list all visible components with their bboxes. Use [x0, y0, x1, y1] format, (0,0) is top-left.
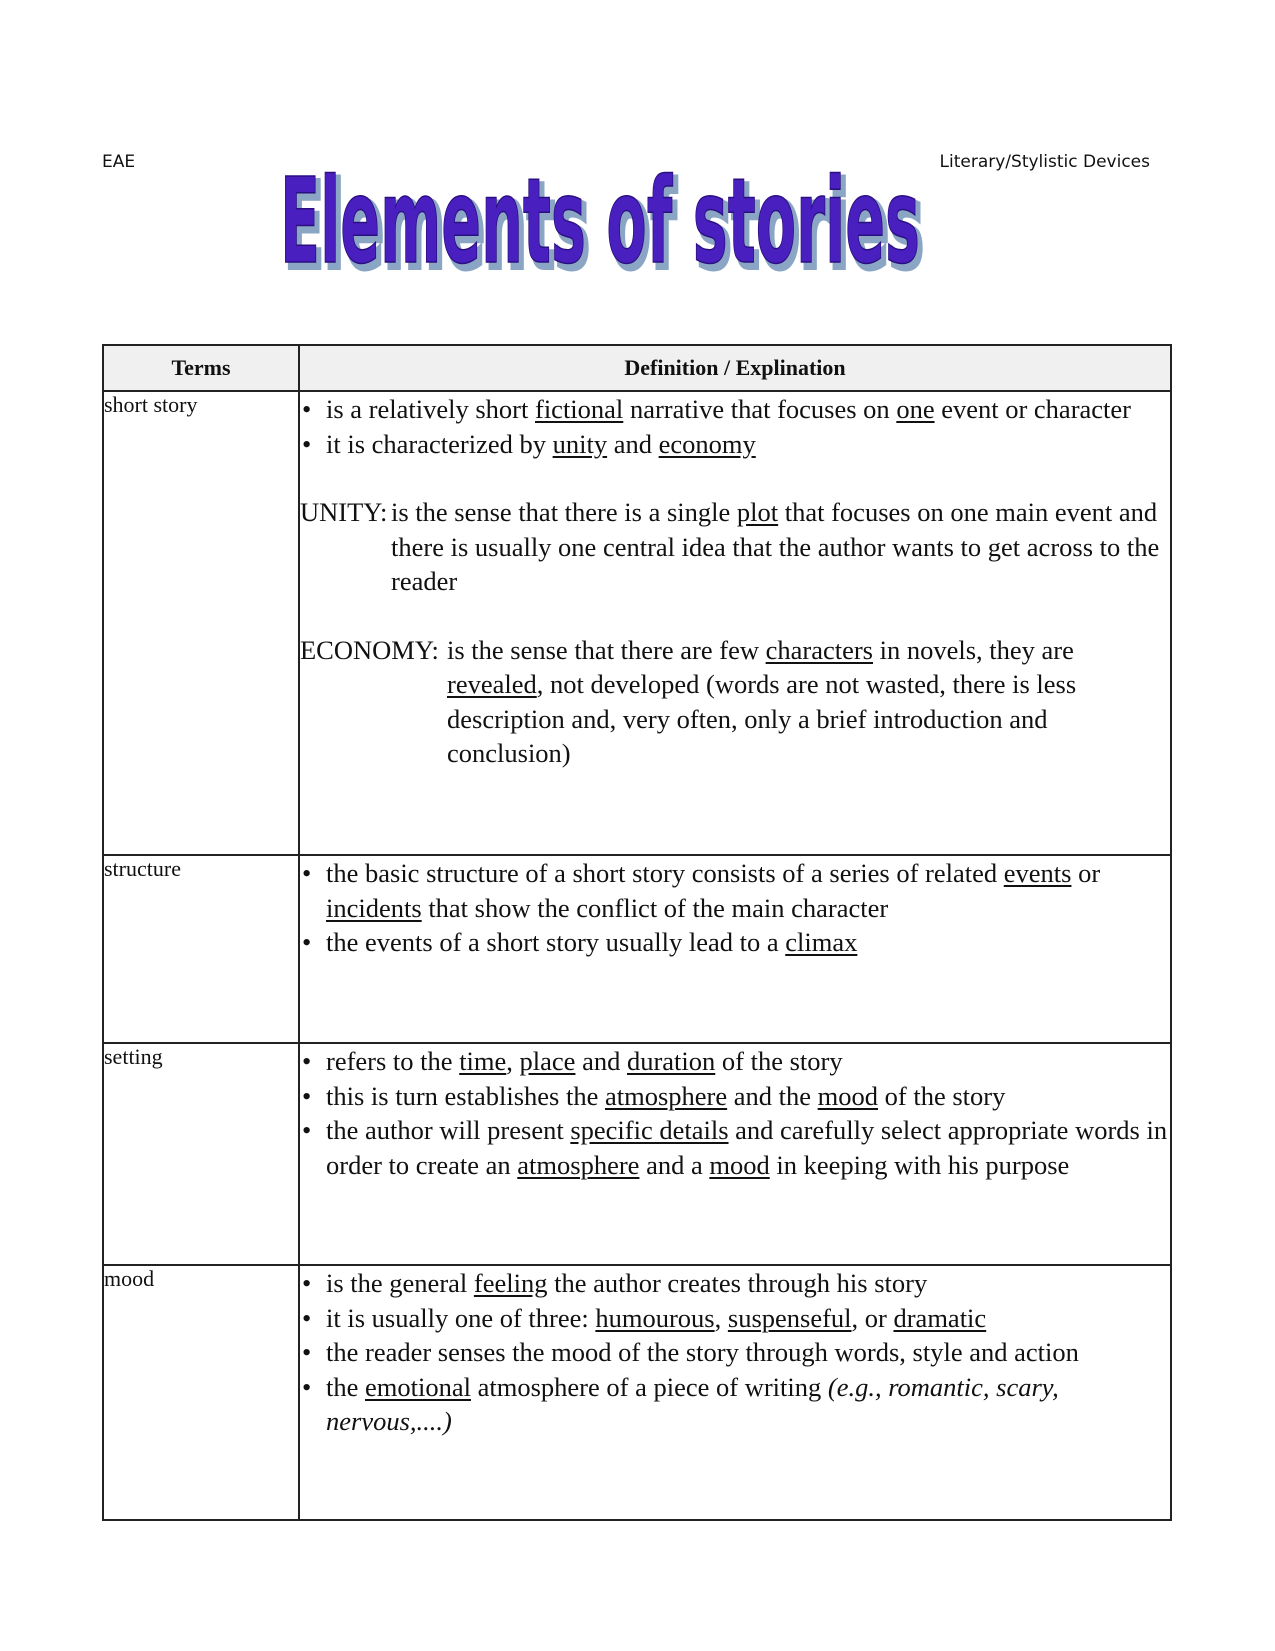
list-item: • it is characterized by unity and economy [300, 427, 1170, 462]
list-item: • this is turn establishes the atmosphere and the mood of the story [300, 1079, 1170, 1114]
title-logo [270, 120, 950, 305]
bullet-list [300, 1266, 1170, 1439]
list-item: • the emotional atmosphere of a piece of writing (e.g., romantic, scary, nervous,....) [300, 1370, 1170, 1439]
definition-cell [299, 855, 1171, 1043]
list-item: • it is usually one of three: humourous, suspenseful, or dramatic [300, 1301, 1170, 1336]
economy-text: is the sense that there are few characters in novels, they are revealed, not developed (words are not wasted, there is less description and, very often, only a brief introduction and conclusion) [447, 634, 1077, 768]
bullet-list [300, 392, 1170, 461]
list-item: • the basic structure of a short story consists of a series of related events or incidents that show the conflict of the main character [300, 856, 1170, 925]
unity-text: is the sense that there is a single plot that focuses on one main event and there is usually one central idea that the author wants to get across to the reader [391, 497, 1160, 596]
unity-label: UNITY: [300, 497, 388, 527]
definition-cell [299, 1265, 1171, 1520]
list-item: • refers to the time, place and duration of the story [300, 1044, 1170, 1079]
table-row [103, 1265, 1171, 1520]
col-header-terms: Terms [103, 345, 299, 391]
title-logo-shadow: Elements of stories [284, 157, 924, 295]
header-left-label: EAE [102, 152, 136, 172]
unity-definition [300, 495, 1170, 599]
definition-cell [299, 1043, 1171, 1265]
table-header-row [103, 345, 1171, 391]
list-item: • the events of a short story usually lead to a climax [300, 925, 1170, 960]
list-item: • the author will present specific details and carefully select appropriate words in order to create an atmosphere and a mood in keeping with his purpose [300, 1113, 1170, 1182]
list-item: • is a relatively short fictional narrative that focuses on one event or character [300, 392, 1170, 427]
term-cell: short story [103, 391, 299, 855]
economy-label: ECONOMY: [300, 634, 439, 665]
economy-definition [300, 633, 1170, 771]
table-row [103, 855, 1171, 1043]
table-row [103, 1043, 1171, 1265]
definition-cell [299, 391, 1171, 855]
term-cell: structure [103, 855, 299, 1043]
term-cell: setting [103, 1043, 299, 1265]
table-row [103, 391, 1171, 855]
header-right-label: Literary/Stylistic Devices [939, 152, 1150, 172]
title-logo-text: Elements of stories [280, 152, 920, 290]
bullet-list [300, 1044, 1170, 1182]
bullet-list [300, 856, 1170, 960]
term-cell: mood [103, 1265, 299, 1520]
list-item: • the reader senses the mood of the story through words, style and action [300, 1335, 1170, 1370]
list-item: • is the general feeling the author creates through his story [300, 1266, 1170, 1301]
elements-table [102, 344, 1172, 1521]
col-header-definition: Definition / Explination [299, 345, 1171, 391]
